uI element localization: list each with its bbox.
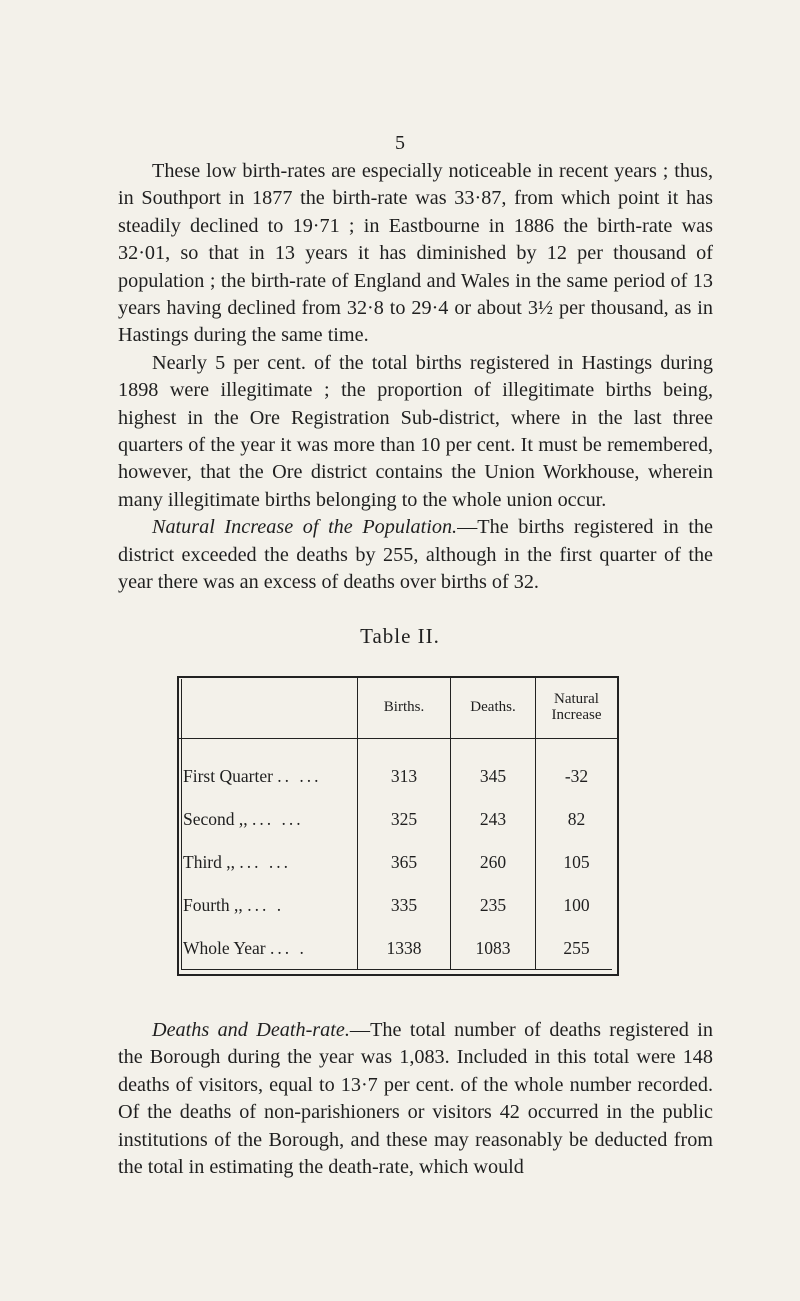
increase-cell: 100 <box>536 884 618 927</box>
header-natural-increase: Natural Increase <box>536 676 618 739</box>
row-label: Second ,, ... ... <box>183 809 304 829</box>
table-caption: Table II. <box>360 624 440 648</box>
births-deaths-table <box>177 676 617 970</box>
paragraph-birth-rates: These low birth-rates are especially noticeable in recent years ; thus, in Southport in 1877 the birth-rate was 33·87, from which point it has steadily declined to 19·71 ; in Eastbourne in 1886 the birth-rate was 32·01, so that in 13 years it has diminished by 12 per thousand of population ; the birth-rate of England and Wales in the same period of 13 years having declined from 32·8 to 29·4 or about 3½ per thousand, as in Hastings during the same time. <box>118 160 713 347</box>
deaths-text: —The total number of deaths registered in the Borough during the year was 1,083. Included in this total were 148 deaths of visitors, equal to 13·7 per cent. of the whole number recorded. Of the deaths of non-parishioners or visitors 42 occurred in the public institutions of the Borough, and these may reasonably be deducted from the total in estimating the death-rate, which would <box>118 1019 713 1179</box>
natural-increase-text: —The births registered in the district exceeded the deaths by 255, although in the first quarter of the year there was an excess of deaths over births of 32. <box>118 516 713 594</box>
leader-dots: ... . <box>247 895 285 915</box>
leader-dots: ... ... <box>239 852 292 872</box>
births-cell: 313 <box>358 755 451 798</box>
increase-cell: -32 <box>536 755 618 798</box>
row-label: Fourth ,, ... . <box>183 895 285 915</box>
increase-cell: 82 <box>536 798 618 841</box>
table-ii <box>177 676 617 976</box>
leader-dots: ... ... <box>252 809 304 829</box>
natural-increase-heading: Natural Increase of the Population. <box>152 516 458 539</box>
header-blank <box>177 676 358 739</box>
deaths-heading: Deaths and Death-rate. <box>152 1019 350 1041</box>
paragraph-illegitimate: Nearly 5 per cent. of the total births registered in Hastings during 1898 were illegitimate ; the proportion of illegitimate births being, highest in the Ore Registration Sub-district, where in the last three quarters of the year it was more than 10 per cent. It must be remembered, however, that the Ore district contains the Union Workhouse, wherein many illegitimate births belonging to the whole union occur. <box>118 351 713 511</box>
row-label: Third ,, ... ... <box>183 852 292 872</box>
deaths-cell: 345 <box>451 755 536 798</box>
table-row <box>177 884 617 927</box>
deaths-cell: 260 <box>451 841 536 884</box>
leader-dots: ... . <box>270 938 307 958</box>
page-number: 5 <box>395 132 405 154</box>
births-cell: 335 <box>358 884 451 927</box>
header-births: Births. <box>358 676 451 739</box>
paragraph-deaths <box>118 1017 713 1181</box>
body-text-bottom <box>118 1017 713 1181</box>
leader-dots: .. ... <box>277 766 322 786</box>
increase-cell: 105 <box>536 841 618 884</box>
table-row <box>177 927 617 970</box>
increase-cell: 255 <box>536 927 618 970</box>
table-header-row <box>177 676 617 739</box>
header-deaths: Deaths. <box>451 676 536 739</box>
deaths-cell: 1083 <box>451 927 536 970</box>
body-text-top <box>118 158 713 597</box>
births-cell: 325 <box>358 798 451 841</box>
row-label: First Quarter .. ... <box>183 766 322 786</box>
table-row <box>177 841 617 884</box>
paragraph-natural-increase <box>118 514 713 596</box>
deaths-cell: 235 <box>451 884 536 927</box>
deaths-cell: 243 <box>451 798 536 841</box>
table-spacer <box>177 739 617 756</box>
births-cell: 1338 <box>358 927 451 970</box>
row-label: Whole Year ... . <box>183 938 307 958</box>
births-cell: 365 <box>358 841 451 884</box>
table-row <box>177 798 617 841</box>
table-row <box>177 755 617 798</box>
